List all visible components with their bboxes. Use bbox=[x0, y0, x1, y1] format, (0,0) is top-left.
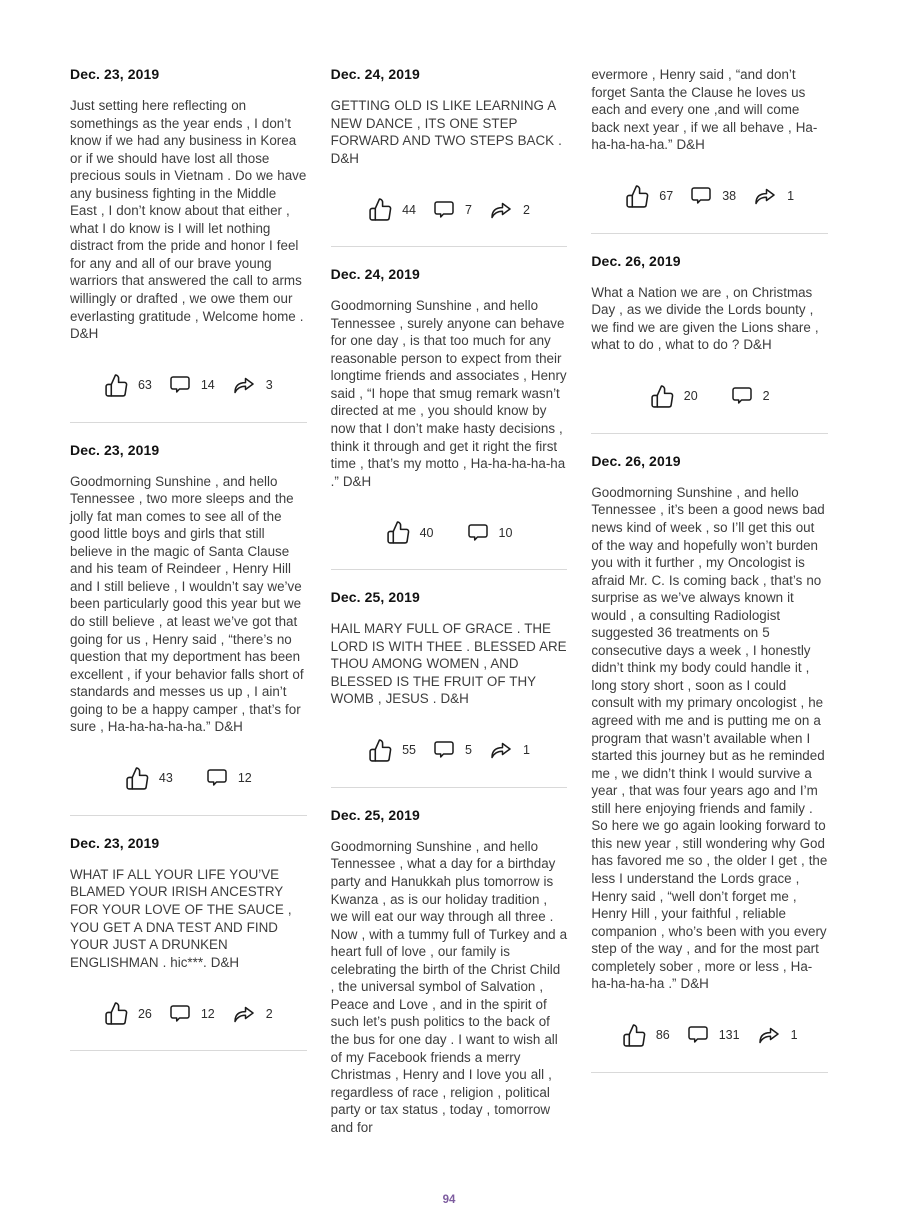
comment-stat bbox=[686, 1023, 740, 1047]
post-engagement-row bbox=[591, 384, 828, 409]
like-count: 20 bbox=[683, 389, 698, 404]
post-body: Goodmorning Sunshine , and hello Tennessee , it’s been a good news bad news kind of week , so I’ll get this out of the way and hopefully won’t burden you with it further , my Oncologist is afraid Mr. C. Is coming back , that’s no surprise as we’ve always known it would , a consulting Radiologist suggested 36 treatments on 5 consecutive days a week , I honestly didn’t think my body could handle it , long story short , soon as I could consult with my primary oncologist , he agreed with me and is putting me on a program that wasn’t available when I started this journey but as he reminded me , we didn’t think I would survive a year , that was four years ago and I’m still here enjoying friends and family . So here we go again looking forward to this new year , still wondering why God has favored me so , the older I get , the less I understand the Lords grace , Henry said , “well don’t forget me , Henry Hill , your faithful , reliable companion , who’s been with you every step of the way , and for the most part completely sober , more or less , Ha-ha-ha-ha-ha .” D&H bbox=[591, 484, 828, 992]
facebook-post bbox=[70, 442, 307, 816]
post-divider bbox=[70, 1050, 307, 1051]
facebook-post bbox=[591, 453, 828, 1073]
share-count: 1 bbox=[522, 743, 530, 758]
page-number: 94 bbox=[442, 1194, 456, 1206]
post-date: Dec. 23, 2019 bbox=[70, 834, 160, 851]
like-count: 40 bbox=[419, 525, 434, 540]
comment-icon bbox=[168, 373, 192, 397]
post-divider bbox=[331, 246, 568, 247]
post-divider bbox=[70, 815, 307, 816]
share-stat bbox=[231, 373, 273, 397]
share-icon bbox=[488, 738, 514, 762]
post-body: What a Nation we are , on Christmas Day , as we divide the Lords bounty , we find we are given the Lions share , what to do , what to do ? D&H bbox=[591, 284, 819, 353]
comment-stat bbox=[466, 521, 513, 545]
share-stat bbox=[756, 1023, 798, 1047]
comment-icon bbox=[432, 198, 456, 222]
comment-count: 12 bbox=[237, 771, 252, 786]
like-count: 43 bbox=[158, 771, 173, 786]
post-date: Dec. 23, 2019 bbox=[70, 441, 160, 458]
facebook-post bbox=[70, 66, 307, 423]
share-icon bbox=[231, 373, 257, 397]
comment-stat bbox=[432, 198, 472, 222]
facebook-post bbox=[591, 253, 828, 434]
post-engagement-row bbox=[331, 738, 568, 763]
post-date: Dec. 25, 2019 bbox=[330, 589, 420, 606]
post-divider bbox=[591, 433, 828, 434]
comment-count: 38 bbox=[722, 189, 737, 204]
thumbs-up-icon bbox=[625, 184, 650, 209]
post-divider bbox=[331, 787, 568, 788]
comment-count: 131 bbox=[718, 1028, 740, 1043]
comment-count: 5 bbox=[465, 743, 472, 758]
comment-icon bbox=[730, 384, 754, 408]
post-body: Just setting here reflecting on somethings as the year ends , I don’t know if we had any business in Korea or if we should have lost all those precious souls in Vietnam . Do we have any business fighting in the Middle East , I don’t know about that either , what I do know is I will let nothing distract from the pride and honor I feel for any and all of our brave young warriors that answered the call to arms willingly or drafted , we owe them our everlasting gratitude , Welcome home . D&H bbox=[70, 98, 307, 342]
like-count: 67 bbox=[659, 189, 674, 204]
post-body: Goodmorning Sunshine , and hello Tennessee , surely anyone can behave for one day , is that too much for any reasonable person to expect from their longtime friends and associates , Henry said , “I hope that smug remark wasn’t directed at me , you should know by now that I don’t make hasty decisions , think it through and get it right the first time , that’s my motto , Ha-ha-ha-ha-ha .” D&H bbox=[330, 298, 567, 489]
post-engagement-row bbox=[70, 766, 307, 791]
like-count: 55 bbox=[402, 743, 416, 758]
post-divider bbox=[591, 1072, 828, 1073]
share-count: 1 bbox=[787, 189, 795, 204]
like-stat bbox=[650, 384, 698, 409]
thumbs-up-icon bbox=[368, 197, 393, 222]
post-engagement-row bbox=[331, 197, 568, 222]
post-divider bbox=[591, 233, 828, 234]
page-column bbox=[591, 66, 828, 1073]
comment-icon bbox=[432, 738, 456, 762]
thumbs-up-icon bbox=[125, 766, 150, 791]
comment-count: 10 bbox=[498, 525, 513, 540]
page-column bbox=[331, 66, 568, 1136]
post-engagement-row bbox=[70, 1001, 307, 1026]
like-stat bbox=[368, 197, 416, 222]
share-count: 2 bbox=[522, 202, 530, 217]
like-stat bbox=[104, 373, 152, 398]
like-stat bbox=[104, 1001, 152, 1026]
share-stat bbox=[488, 738, 530, 762]
like-count: 63 bbox=[137, 378, 152, 393]
like-stat bbox=[368, 738, 416, 763]
comment-stat bbox=[730, 384, 770, 408]
comment-stat bbox=[689, 184, 736, 208]
facebook-post bbox=[331, 66, 568, 247]
share-stat bbox=[752, 184, 794, 208]
share-count: 1 bbox=[790, 1028, 798, 1043]
comment-count: 7 bbox=[465, 202, 472, 217]
thumbs-up-icon bbox=[104, 1001, 129, 1026]
page-column bbox=[70, 66, 307, 1051]
post-engagement-row bbox=[331, 520, 568, 545]
comment-stat bbox=[168, 373, 215, 397]
share-icon bbox=[488, 198, 514, 222]
post-divider bbox=[70, 422, 307, 423]
share-count: 2 bbox=[265, 1006, 273, 1021]
comment-stat bbox=[432, 738, 472, 762]
post-date: Dec. 26, 2019 bbox=[591, 452, 681, 469]
comment-count: 2 bbox=[762, 389, 770, 404]
facebook-post bbox=[70, 835, 307, 1051]
comment-icon bbox=[689, 184, 713, 208]
post-engagement-row bbox=[591, 1023, 828, 1048]
comment-stat bbox=[168, 1002, 215, 1026]
thumbs-up-icon bbox=[650, 384, 675, 409]
share-stat bbox=[231, 1002, 273, 1026]
like-count: 26 bbox=[137, 1006, 152, 1021]
comment-icon bbox=[466, 521, 490, 545]
share-stat bbox=[488, 198, 530, 222]
share-icon bbox=[752, 184, 778, 208]
like-stat bbox=[625, 184, 673, 209]
post-date: Dec. 24, 2019 bbox=[330, 266, 420, 283]
share-icon bbox=[231, 1002, 257, 1026]
comment-stat bbox=[205, 766, 252, 790]
post-engagement-row bbox=[591, 184, 828, 209]
post-engagement-row bbox=[70, 373, 307, 398]
thumbs-up-icon bbox=[368, 738, 393, 763]
like-stat bbox=[125, 766, 173, 791]
like-stat bbox=[386, 520, 434, 545]
post-date: Dec. 25, 2019 bbox=[330, 806, 420, 823]
like-count: 44 bbox=[402, 202, 416, 217]
like-stat bbox=[622, 1023, 670, 1048]
thumbs-up-icon bbox=[622, 1023, 647, 1048]
facebook-post bbox=[331, 266, 568, 570]
post-date: Dec. 23, 2019 bbox=[70, 66, 160, 82]
post-divider bbox=[331, 569, 568, 570]
comment-count: 12 bbox=[200, 1006, 215, 1021]
facebook-post bbox=[331, 589, 568, 788]
post-body: HAIL MARY FULL OF GRACE . THE LORD IS WITH THEE . BLESSED ARE THOU AMONG WOMEN , AND BLESSED IS THE FRUIT OF THY WOMB , JESUS . D&H bbox=[330, 621, 567, 707]
post-date: Dec. 24, 2019 bbox=[330, 66, 420, 82]
thumbs-up-icon bbox=[386, 520, 411, 545]
post-body: Goodmorning Sunshine , and hello Tennessee , what a day for a birthday party and Hanukkah plus tomorrow is Kwanza , as is our holiday tradition , we will eat our way through all three . Now , with a tummy full of Turkey and a heart full of love , our family is celebrating the birth of the Christ Child , the universal symbol of Salvation , Peace and Love , and in the spirit of such let’s push politics to the back of the bus for one day . I want to wish all of my Facebook friends a merry Christmas , Henry and I love you all , regardless of race , religion , political party or tax status , today , tomorrow and for bbox=[330, 838, 568, 1135]
post-body: Goodmorning Sunshine , and hello Tennessee , two more sleeps and the jolly fat man comes to see all of the good little boys and girls that still believe in the magic of Santa Clause and his team of Reindeer , Henry Hill and I still believe , I wouldn’t say we’ve been particularly good this year but we do still believe , at least we’ve got that going for us , Henry said , “there’s no question that my deportment has been excellent , if your behavior falls short of standards and messes us up , I ain’t going to be a happy camper , that’s for sure , Ha-ha-ha-ha-ha.” D&H bbox=[70, 473, 304, 735]
thumbs-up-icon bbox=[104, 373, 129, 398]
facebook-post bbox=[591, 66, 828, 234]
comment-count: 14 bbox=[200, 378, 215, 393]
comment-icon bbox=[686, 1023, 710, 1047]
like-count: 86 bbox=[655, 1028, 670, 1043]
post-body: GETTING OLD IS LIKE LEARNING A NEW DANCE , ITS ONE STEP FORWARD AND TWO STEPS BACK . D&H bbox=[330, 98, 562, 166]
share-icon bbox=[756, 1023, 782, 1047]
share-count: 3 bbox=[265, 378, 273, 393]
facebook-post bbox=[331, 807, 568, 1136]
comment-icon bbox=[168, 1002, 192, 1026]
post-body: WHAT IF ALL YOUR LIFE YOU’VE BLAMED YOUR IRISH ANCESTRY FOR YOUR LOVE OF THE SAUCE , YOU GET A DNA TEST AND FIND YOUR JUST A DRUNKEN ENGLISHMAN . hic***. D&H bbox=[70, 866, 292, 970]
post-body: evermore , Henry said , “and don’t forget Santa the Clause he loves us each and every one ,and will come back next year , if we all behave , Ha-ha-ha-ha-ha.” D&H bbox=[591, 67, 818, 153]
post-date: Dec. 26, 2019 bbox=[591, 252, 681, 269]
comment-icon bbox=[205, 766, 229, 790]
